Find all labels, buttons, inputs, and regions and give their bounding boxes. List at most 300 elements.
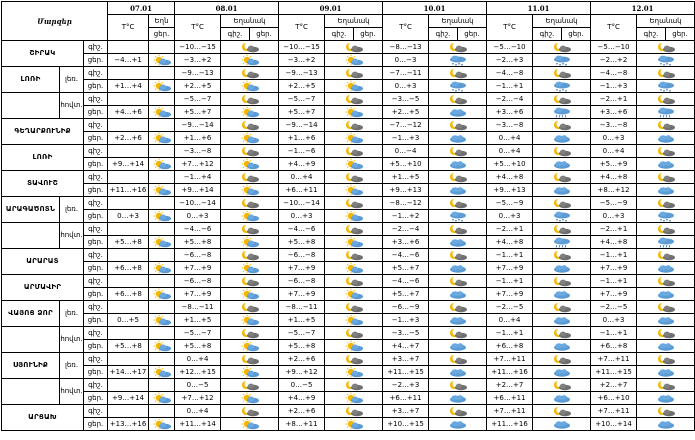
region-name bbox=[2, 223, 60, 249]
sun-cloud-icon bbox=[149, 80, 175, 93]
temperature-cell: 0…−4 bbox=[383, 145, 429, 158]
temperature-cell: −1…+1 bbox=[487, 249, 533, 262]
empty-icon-cell bbox=[149, 67, 175, 80]
temp-header: T°C bbox=[591, 15, 637, 41]
temperature-cell: −6…−9 bbox=[383, 301, 429, 314]
time-of-day: գիշ. bbox=[84, 171, 108, 184]
temperature-cell: +6…+8 bbox=[108, 262, 149, 275]
temperature-cell: −2…+2 bbox=[591, 54, 637, 67]
table-row bbox=[2, 301, 695, 314]
temp-header: T°C bbox=[175, 15, 221, 41]
temperature-cell: 0…−3 bbox=[383, 54, 429, 67]
temperature-cell: −9…−14 bbox=[279, 119, 325, 132]
cloud-icon bbox=[533, 158, 591, 171]
time-of-day: ցեր. bbox=[84, 54, 108, 67]
temperature-cell: 0…+4 bbox=[487, 132, 533, 145]
temperature-cell: −4…−8 bbox=[487, 67, 533, 80]
temperature-cell: +1…+6 bbox=[175, 132, 221, 145]
date-header: 11.01 bbox=[487, 2, 591, 15]
moon-cloud-icon bbox=[325, 223, 383, 236]
temperature-cell: +5…+7 bbox=[279, 106, 325, 119]
temperature-cell: 0…+4 bbox=[279, 171, 325, 184]
cloud-icon bbox=[637, 158, 695, 171]
temperature-cell: +9…+14 bbox=[108, 158, 149, 171]
moon-cloud-icon bbox=[429, 145, 487, 158]
sun-cloud-icon bbox=[149, 158, 175, 171]
temperature-cell: −6…−8 bbox=[279, 249, 325, 262]
table-row bbox=[2, 392, 695, 405]
temperature-cell: −5…−7 bbox=[279, 327, 325, 340]
temp-header: T°C bbox=[487, 15, 533, 41]
moon-cloud-icon bbox=[221, 145, 279, 158]
temperature-cell: −8…−11 bbox=[175, 301, 221, 314]
region-name bbox=[2, 327, 60, 353]
time-of-day: գիշ. bbox=[84, 67, 108, 80]
sun-cloud-icon bbox=[221, 158, 279, 171]
time-of-day: ցեր. bbox=[84, 340, 108, 353]
sun-cloud-icon bbox=[325, 106, 383, 119]
temperature-cell: −3…−5 bbox=[383, 93, 429, 106]
temperature-cell: −7…−11 bbox=[383, 67, 429, 80]
time-of-day: ցեր. bbox=[84, 210, 108, 223]
empty-icon-cell bbox=[149, 301, 175, 314]
moon-cloud-icon bbox=[637, 41, 695, 54]
temperature-cell: +2…+7 bbox=[591, 379, 637, 392]
temperature-cell: −3…−8 bbox=[175, 145, 221, 158]
temperature-cell: +3…+7 bbox=[383, 405, 429, 418]
cloud-icon bbox=[637, 314, 695, 327]
moon-cloud-icon bbox=[533, 223, 591, 236]
temperature-cell: −8…−11 bbox=[279, 301, 325, 314]
cloud-icon bbox=[637, 288, 695, 301]
night-header: գիշ. bbox=[325, 28, 354, 41]
time-of-day: գիշ. bbox=[84, 327, 108, 340]
temperature-cell: +11…+16 bbox=[487, 366, 533, 379]
sun-cloud-icon bbox=[221, 262, 279, 275]
day-header: ցեր. bbox=[250, 28, 279, 41]
temperature-cell: 0…+3 bbox=[591, 132, 637, 145]
temperature-cell: 0…+3 bbox=[383, 80, 429, 93]
cloud-icon bbox=[637, 366, 695, 379]
moon-cloud-icon bbox=[429, 67, 487, 80]
temperature-cell bbox=[108, 327, 149, 340]
sun-cloud-icon bbox=[221, 210, 279, 223]
cloud-icon bbox=[637, 392, 695, 405]
empty-icon-cell bbox=[149, 145, 175, 158]
moon-cloud-icon bbox=[637, 171, 695, 184]
sun-cloud-icon bbox=[325, 184, 383, 197]
sun-cloud-icon bbox=[325, 314, 383, 327]
temperature-cell: −1…+1 bbox=[487, 275, 533, 288]
night-header: գիշ. bbox=[637, 28, 666, 41]
moon-cloud-icon bbox=[533, 301, 591, 314]
cloud-icon bbox=[429, 158, 487, 171]
temperature-cell: +5…+8 bbox=[108, 236, 149, 249]
temperature-cell: +5…+8 bbox=[279, 340, 325, 353]
temperature-cell: +14…+17 bbox=[108, 366, 149, 379]
temperature-cell bbox=[108, 275, 149, 288]
sun-cloud-icon bbox=[221, 418, 279, 431]
cloud-icon bbox=[533, 392, 591, 405]
weather-header: Եղանակ bbox=[429, 15, 487, 28]
cloud-icon bbox=[533, 340, 591, 353]
temperature-cell: 0…+4 bbox=[487, 314, 533, 327]
empty-icon-cell bbox=[149, 405, 175, 418]
region-name: ՎԱՅՈՑ ՁՈՐ bbox=[2, 301, 60, 327]
moon-cloud-icon bbox=[325, 93, 383, 106]
sun-cloud-icon bbox=[325, 262, 383, 275]
moon-cloud-icon bbox=[637, 67, 695, 80]
sun-cloud-icon bbox=[149, 184, 175, 197]
moon-cloud-icon bbox=[429, 301, 487, 314]
temperature-cell bbox=[108, 119, 149, 132]
temperature-cell: −5…−10 bbox=[487, 41, 533, 54]
moon-cloud-icon bbox=[325, 119, 383, 132]
region-name: ԳԵՂԱՐՔՈՒՆԻՔ bbox=[2, 119, 84, 145]
cloud-icon bbox=[429, 106, 487, 119]
region-subzone: լեռ. bbox=[60, 197, 84, 223]
temperature-cell: −2…−5 bbox=[487, 301, 533, 314]
sun-cloud-icon bbox=[325, 288, 383, 301]
region-name bbox=[2, 93, 60, 119]
region-subzone: հովտ. bbox=[60, 327, 84, 353]
temperature-cell: 0…−5 bbox=[175, 379, 221, 392]
temperature-cell: +4…+8 bbox=[591, 171, 637, 184]
moon-cloud-icon bbox=[637, 301, 695, 314]
temperature-cell: −1…+3 bbox=[383, 132, 429, 145]
temperature-cell: +1…+4 bbox=[108, 80, 149, 93]
temperature-cell: +7…+11 bbox=[487, 353, 533, 366]
rain-snow-icon bbox=[429, 210, 487, 223]
table-row bbox=[2, 197, 695, 210]
temperature-cell: +3…+6 bbox=[383, 236, 429, 249]
time-of-day: ցեր. bbox=[84, 184, 108, 197]
temperature-cell: +11…+14 bbox=[175, 418, 221, 431]
moon-cloud-icon bbox=[221, 171, 279, 184]
date-header: 10.01 bbox=[383, 2, 487, 15]
rain-icon bbox=[637, 106, 695, 119]
sun-cloud-icon bbox=[325, 392, 383, 405]
moon-cloud-icon bbox=[325, 379, 383, 392]
temperature-cell: −8…−12 bbox=[383, 197, 429, 210]
temperature-cell: +10…+15 bbox=[383, 418, 429, 431]
moon-cloud-icon bbox=[325, 145, 383, 158]
temperature-cell: +6…+8 bbox=[487, 340, 533, 353]
moon-cloud-icon bbox=[325, 405, 383, 418]
sun-cloud-icon bbox=[325, 236, 383, 249]
temperature-cell: −1…+1 bbox=[591, 327, 637, 340]
sun-cloud-icon bbox=[325, 54, 383, 67]
time-of-day: գիշ. bbox=[84, 119, 108, 132]
temperature-cell: +1…+5 bbox=[279, 314, 325, 327]
moon-cloud-icon bbox=[637, 353, 695, 366]
temperature-cell: +5…+8 bbox=[279, 236, 325, 249]
time-of-day: ցեր. bbox=[84, 132, 108, 145]
sun-cloud-icon bbox=[149, 236, 175, 249]
moon-cloud-icon bbox=[533, 197, 591, 210]
sun-cloud-icon bbox=[325, 418, 383, 431]
temperature-cell: +2…+5 bbox=[279, 80, 325, 93]
time-of-day: գիշ. bbox=[84, 405, 108, 418]
temperature-cell bbox=[108, 353, 149, 366]
moon-cloud-icon bbox=[221, 223, 279, 236]
time-of-day: գիշ. bbox=[84, 379, 108, 392]
temperature-cell: −2…+3 bbox=[487, 54, 533, 67]
temperature-cell bbox=[108, 301, 149, 314]
time-of-day: ցեր. bbox=[84, 314, 108, 327]
region-name: ԱՐԱԳԱԾՈՏՆ bbox=[2, 197, 60, 223]
temperature-cell: +6…+8 bbox=[108, 288, 149, 301]
time-of-day: ցեր. bbox=[84, 236, 108, 249]
temperature-cell: +13…+16 bbox=[108, 418, 149, 431]
sun-cloud-icon bbox=[221, 314, 279, 327]
forecast-table bbox=[1, 1, 695, 431]
moon-cloud-icon bbox=[325, 275, 383, 288]
table-row bbox=[2, 327, 695, 340]
cloud-icon bbox=[637, 184, 695, 197]
temperature-cell: +3…+6 bbox=[487, 106, 533, 119]
temperature-cell: +7…+12 bbox=[175, 392, 221, 405]
temperature-cell: −4…−6 bbox=[383, 249, 429, 262]
temperature-cell: +7…+9 bbox=[591, 262, 637, 275]
table-row bbox=[2, 145, 695, 158]
moon-cloud-icon bbox=[533, 41, 591, 54]
cloud-icon bbox=[429, 288, 487, 301]
table-row bbox=[2, 262, 695, 275]
moon-cloud-icon bbox=[637, 249, 695, 262]
moon-cloud-icon bbox=[429, 405, 487, 418]
table-row bbox=[2, 366, 695, 379]
temperature-cell: −9…−13 bbox=[175, 67, 221, 80]
temperature-cell: −4…−6 bbox=[175, 223, 221, 236]
sun-cloud-icon bbox=[149, 340, 175, 353]
temperature-cell: +9…+14 bbox=[108, 392, 149, 405]
moon-cloud-icon bbox=[429, 327, 487, 340]
temperature-cell: −1…+2 bbox=[383, 210, 429, 223]
region-subzone: հովտ. bbox=[60, 93, 84, 119]
rain-icon bbox=[533, 236, 591, 249]
sun-cloud-icon bbox=[221, 54, 279, 67]
moon-cloud-icon bbox=[533, 145, 591, 158]
table-row bbox=[2, 171, 695, 184]
moon-cloud-icon bbox=[533, 171, 591, 184]
date-header: 12.01 bbox=[591, 2, 695, 15]
time-of-day: ցեր. bbox=[84, 106, 108, 119]
temperature-cell: +7…+9 bbox=[487, 288, 533, 301]
moon-cloud-icon bbox=[221, 93, 279, 106]
night-header: գիշ. bbox=[429, 28, 458, 41]
region-name bbox=[2, 379, 60, 405]
night-header: գիշ. bbox=[221, 28, 250, 41]
temperature-cell: +7…+11 bbox=[487, 405, 533, 418]
temperature-cell: +7…+9 bbox=[487, 262, 533, 275]
region-subzone: հովտ. bbox=[60, 379, 84, 405]
table-row bbox=[2, 236, 695, 249]
temperature-cell: −5…−10 bbox=[591, 41, 637, 54]
table-row bbox=[2, 418, 695, 431]
empty-icon-cell bbox=[149, 93, 175, 106]
cloud-icon bbox=[533, 262, 591, 275]
moon-cloud-icon bbox=[325, 197, 383, 210]
date-header: 09.01 bbox=[279, 2, 383, 15]
table-row bbox=[2, 405, 695, 418]
moon-cloud-icon bbox=[429, 171, 487, 184]
moon-cloud-icon bbox=[325, 301, 383, 314]
temperature-cell: +5…+8 bbox=[108, 340, 149, 353]
moon-cloud-icon bbox=[533, 249, 591, 262]
temperature-cell: −4…−6 bbox=[279, 223, 325, 236]
region-subzone: լեռ. bbox=[60, 67, 84, 93]
temperature-cell: −4…+1 bbox=[108, 54, 149, 67]
moon-cloud-icon bbox=[429, 41, 487, 54]
sun-cloud-icon bbox=[221, 106, 279, 119]
sun-cloud-icon bbox=[221, 366, 279, 379]
temp-header: T°C bbox=[279, 15, 325, 41]
temperature-cell: +8…+11 bbox=[279, 418, 325, 431]
temperature-cell: 0…+3 bbox=[487, 210, 533, 223]
day-header: ցեր. bbox=[458, 28, 487, 41]
cloud-icon bbox=[533, 366, 591, 379]
table-row bbox=[2, 288, 695, 301]
cloud-icon bbox=[429, 184, 487, 197]
cloud-icon bbox=[429, 392, 487, 405]
temperature-cell: +1…+5 bbox=[383, 171, 429, 184]
moon-cloud-icon bbox=[637, 223, 695, 236]
temperature-cell: +2…+6 bbox=[108, 132, 149, 145]
temperature-cell: +8…+12 bbox=[591, 184, 637, 197]
rain-icon bbox=[637, 236, 695, 249]
moon-cloud-icon bbox=[325, 41, 383, 54]
temperature-cell: −5…−7 bbox=[175, 327, 221, 340]
temperature-cell: +4…+8 bbox=[487, 236, 533, 249]
empty-icon-cell bbox=[149, 223, 175, 236]
temperature-cell: +3…+6 bbox=[591, 106, 637, 119]
day-header: ցեր. bbox=[666, 28, 695, 41]
weather-header: Եղանակ bbox=[221, 15, 279, 28]
table-row bbox=[2, 93, 695, 106]
temperature-cell: −6…−8 bbox=[175, 275, 221, 288]
moon-cloud-icon bbox=[325, 249, 383, 262]
temperature-cell: +2…+5 bbox=[383, 106, 429, 119]
temperature-cell: +7…+11 bbox=[591, 353, 637, 366]
temperature-cell: 0…+4 bbox=[487, 145, 533, 158]
region-subzone: լեռ. bbox=[60, 301, 84, 327]
empty-icon-cell bbox=[149, 275, 175, 288]
temperature-cell: +7…+9 bbox=[279, 288, 325, 301]
temperature-cell: 0…+4 bbox=[591, 145, 637, 158]
temperature-cell: −2…−5 bbox=[591, 301, 637, 314]
moon-cloud-icon bbox=[533, 405, 591, 418]
temperature-cell: 0…+3 bbox=[108, 210, 149, 223]
temperature-cell: −5…−9 bbox=[591, 197, 637, 210]
moon-cloud-icon bbox=[221, 275, 279, 288]
cloud-icon bbox=[533, 132, 591, 145]
temperature-cell: 0…+3 bbox=[279, 210, 325, 223]
cloud-icon bbox=[637, 132, 695, 145]
temperature-cell: +10…+14 bbox=[591, 418, 637, 431]
temperature-cell: +7…+9 bbox=[279, 262, 325, 275]
temperature-cell: −7…−12 bbox=[383, 119, 429, 132]
table-row bbox=[2, 41, 695, 54]
table-row bbox=[2, 210, 695, 223]
temperature-cell: −6…−8 bbox=[175, 249, 221, 262]
temperature-cell: −5…−9 bbox=[487, 197, 533, 210]
region-name: ԼՈՌԻ bbox=[2, 145, 84, 171]
temperature-cell: +1…+6 bbox=[279, 132, 325, 145]
date-header: 08.01 bbox=[175, 2, 279, 15]
rain-snow-icon bbox=[429, 80, 487, 93]
sun-cloud-icon bbox=[221, 340, 279, 353]
temperature-cell: +2…+7 bbox=[487, 379, 533, 392]
sun-cloud-icon bbox=[149, 392, 175, 405]
temperature-cell: +4…+8 bbox=[487, 171, 533, 184]
region-name: ԱՐՑԱԽ bbox=[2, 405, 84, 431]
temperature-cell: +12…+15 bbox=[175, 366, 221, 379]
moon-cloud-icon bbox=[533, 93, 591, 106]
time-of-day: գիշ. bbox=[84, 301, 108, 314]
temperature-cell: 0…+3 bbox=[591, 314, 637, 327]
temperature-cell: 0…−5 bbox=[279, 379, 325, 392]
empty-icon-cell bbox=[149, 249, 175, 262]
sun-cloud-icon bbox=[149, 54, 175, 67]
temperature-cell: −3…−5 bbox=[383, 327, 429, 340]
sun-cloud-icon bbox=[149, 210, 175, 223]
region-name: ՏԱՎՈՒՇ bbox=[2, 171, 84, 197]
temperature-cell: +5…+8 bbox=[175, 340, 221, 353]
rain-snow-icon bbox=[533, 80, 591, 93]
cloud-icon bbox=[533, 418, 591, 431]
time-of-day: ցեր. bbox=[84, 80, 108, 93]
temperature-cell: −10…−14 bbox=[279, 197, 325, 210]
time-of-day: ցեր. bbox=[84, 288, 108, 301]
temperature-cell: −3…+2 bbox=[175, 54, 221, 67]
moon-cloud-icon bbox=[429, 93, 487, 106]
moon-cloud-icon bbox=[533, 119, 591, 132]
region-name: ԼՈՌԻ bbox=[2, 67, 60, 93]
moon-cloud-icon bbox=[221, 327, 279, 340]
table-row bbox=[2, 67, 695, 80]
moon-cloud-icon bbox=[533, 275, 591, 288]
temperature-cell: −3…+2 bbox=[279, 54, 325, 67]
moon-cloud-icon bbox=[429, 197, 487, 210]
cloud-icon bbox=[429, 340, 487, 353]
temperature-cell: −2…−4 bbox=[487, 93, 533, 106]
moon-cloud-icon bbox=[533, 379, 591, 392]
moon-cloud-icon bbox=[325, 327, 383, 340]
moon-cloud-icon bbox=[221, 41, 279, 54]
table-row bbox=[2, 184, 695, 197]
rain-snow-icon bbox=[637, 54, 695, 67]
cloud-icon bbox=[637, 262, 695, 275]
empty-icon-cell bbox=[149, 327, 175, 340]
region-name: ՍՅՈՒՆԻՔ bbox=[2, 353, 60, 379]
table-row bbox=[2, 249, 695, 262]
table-row bbox=[2, 275, 695, 288]
temperature-cell: −5…−7 bbox=[279, 93, 325, 106]
moon-cloud-icon bbox=[325, 171, 383, 184]
moon-cloud-icon bbox=[637, 145, 695, 158]
temperature-cell bbox=[108, 405, 149, 418]
region-subzone: հովտ. bbox=[60, 223, 84, 249]
temperature-cell: −1…+4 bbox=[175, 171, 221, 184]
temperature-cell: −1…+1 bbox=[487, 80, 533, 93]
cloud-icon bbox=[533, 184, 591, 197]
temperature-cell: +1…+5 bbox=[175, 314, 221, 327]
sun-cloud-icon bbox=[221, 132, 279, 145]
cloud-icon bbox=[429, 262, 487, 275]
day-header: ցեր. bbox=[562, 28, 591, 41]
sun-cloud-icon bbox=[325, 210, 383, 223]
